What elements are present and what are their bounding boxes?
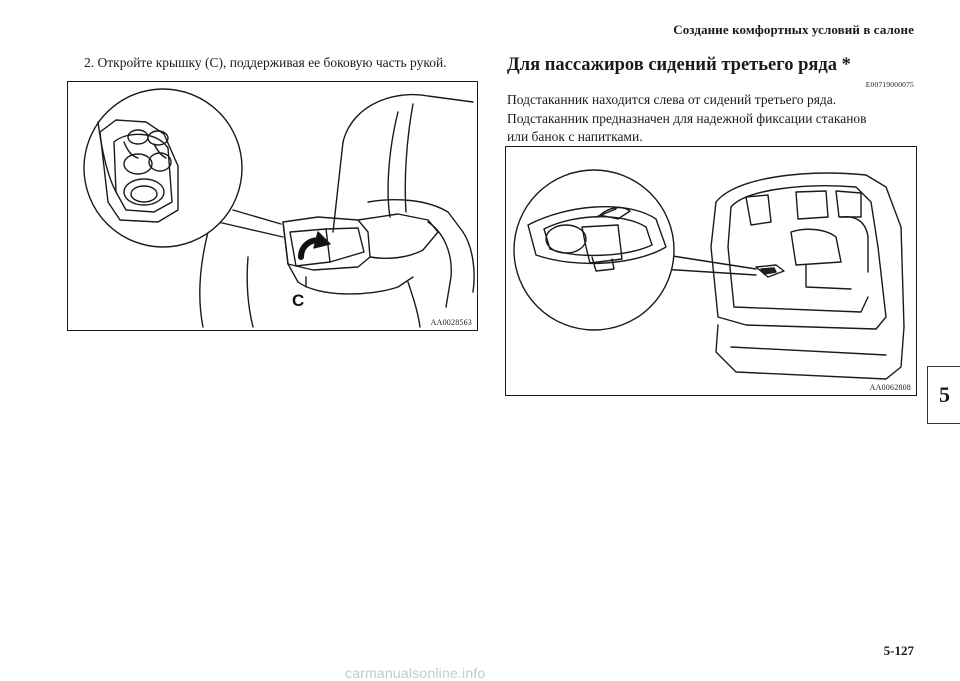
page-number: 5-127 <box>883 643 914 658</box>
running-header: Создание комфортных условий в салоне <box>673 22 914 37</box>
instruction-step: 2. Откройте крышку (С), поддерживая ее боковую часть рукой. <box>84 55 447 70</box>
callout-label-c: C <box>292 291 305 310</box>
document-code: E00719000075 <box>865 80 914 89</box>
paragraph-line: Подстаканник находится слева от сидений третьего ряда. <box>507 92 837 107</box>
section-heading: Для пассажиров сидений третьего ряда * <box>507 55 851 75</box>
cargo-area-illustration <box>506 147 916 395</box>
section-paragraph <box>507 91 927 147</box>
armrest-cupholder-figure <box>67 81 478 331</box>
figure-code: AA0028563 <box>430 318 472 327</box>
armrest-illustration <box>68 82 477 330</box>
third-row-cupholder-figure <box>505 146 917 396</box>
chapter-tab: 5 <box>927 366 960 424</box>
paragraph-line: или банок с напитками. <box>507 129 643 144</box>
watermark-text: carmanualsonline.info <box>345 665 486 681</box>
figure-code: AA0062808 <box>869 383 911 392</box>
paragraph-line: Подстаканник предназначен для надежной фиксации стаканов <box>507 110 867 126</box>
